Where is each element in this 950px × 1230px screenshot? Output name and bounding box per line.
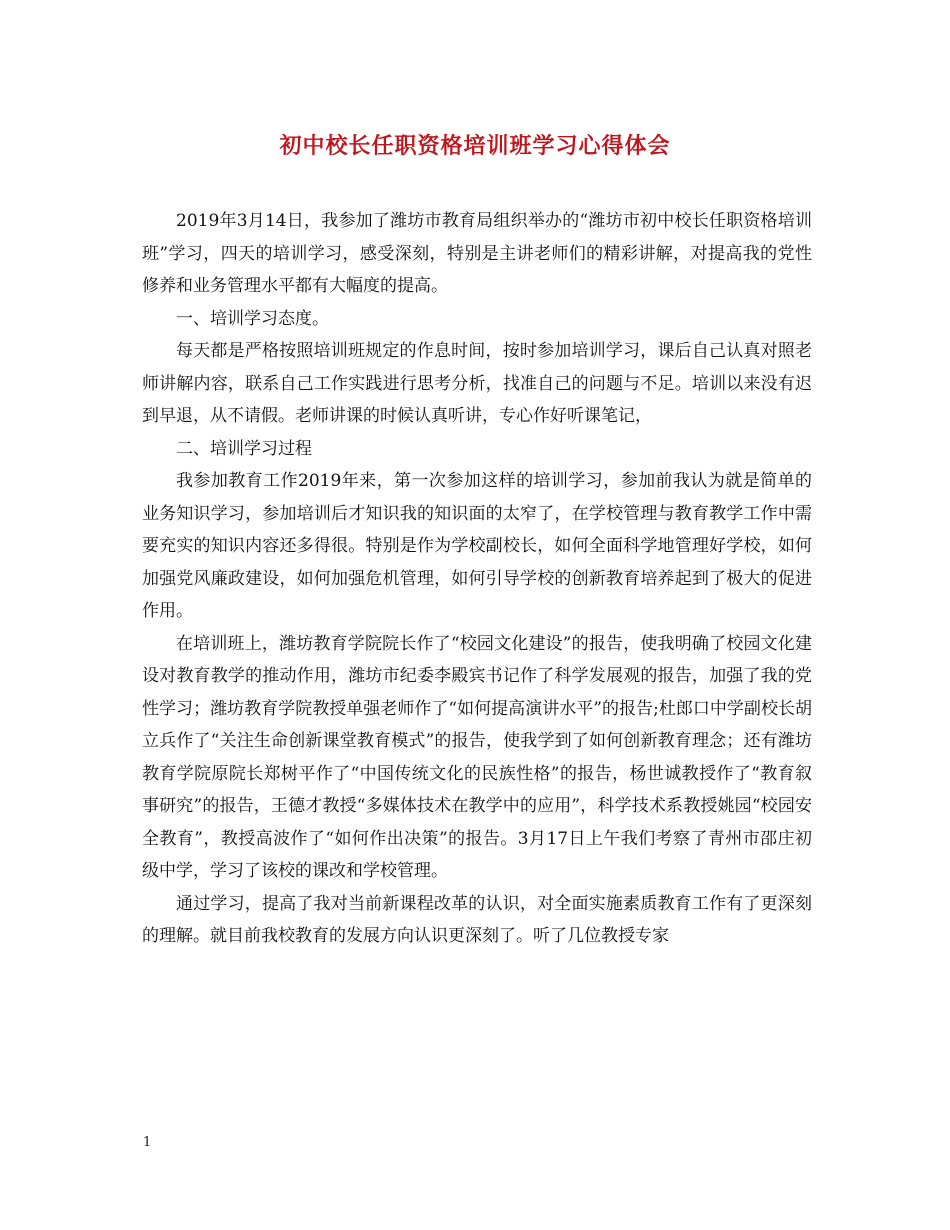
page-number: 1 [143, 1135, 152, 1150]
paragraph-intro: 2019年3月14日，我参加了潍坊市教育局组织举办的“潍坊市初中校长任职资格培训班”学习，四天的培训学习，感受深刻，特别是主讲老师们的精彩讲解，对提高我的党性修养和业务管理水平都有大幅度的提高。 [142, 211, 812, 296]
document-title: 初中校长任职资格培训班学习心得体会 [279, 133, 671, 159]
paragraph-process: 我参加教育工作2019年来，第一次参加这样的培训学习，参加前我认为就是简单的业务知识学习，参加培训后才知识我的知识面的太窄了，在学校管理与教育教学工作中需要充实的知识内容还多得很。特别是作为学校副校长，如何全面科学地管理好学校，如何加强党风廉政建设，如何加强危机管理，如何引导学校的创新教育培养起到了极大的促进作用。 [142, 471, 812, 621]
paragraph-attitude: 每天都是严格按照培训班规定的作息时间，按时参加培训学习，课后自己认真对照老师讲解内容，联系自己工作实践进行思考分析，找准自己的问题与不足。培训以来没有迟到早退，从不请假。老师讲课的时候认真听讲，专心作好听课笔记， [142, 341, 812, 426]
section-heading-attitude: 一、培训学习态度。 [176, 308, 329, 329]
paragraph-lectures: 在培训班上，潍坊教育学院院长作了“校园文化建设”的报告，使我明确了校园文化建设对教育教学的推动作用，潍坊市纪委李殿宾书记作了科学发展观的报告，加强了我的党性学习；潍坊教育学院教授单强老师作了“如何提高演讲水平”的报告;杜郎口中学副校长胡立兵作了“关注生命创新课堂教育模式”的报告，使我学到了如何创新教育理念；还有潍坊教育学院原院长郑树平作了“中国传统文化的民族性格”的报告，杨世诚教授作了“教育叙事研究”的报告，王德才教授“多媒体技术在教学中的应用”，科学技术系教授姚园“校园安全教育”，教授高波作了“如何作出决策”的报告。3月17日上午我们考察了青州市邵庄初级中学，学习了该校的课改和学校管理。 [142, 633, 812, 881]
section-heading-process: 二、培训学习过程 [176, 438, 312, 459]
document-body [142, 205, 812, 953]
paragraph-reflection: 通过学习，提高了我对当前新课程改革的认识，对全面实施素质教育工作有了更深刻的理解。就目前我校教育的发展方向认识更深刻了。听了几位教授专家 [142, 893, 812, 946]
